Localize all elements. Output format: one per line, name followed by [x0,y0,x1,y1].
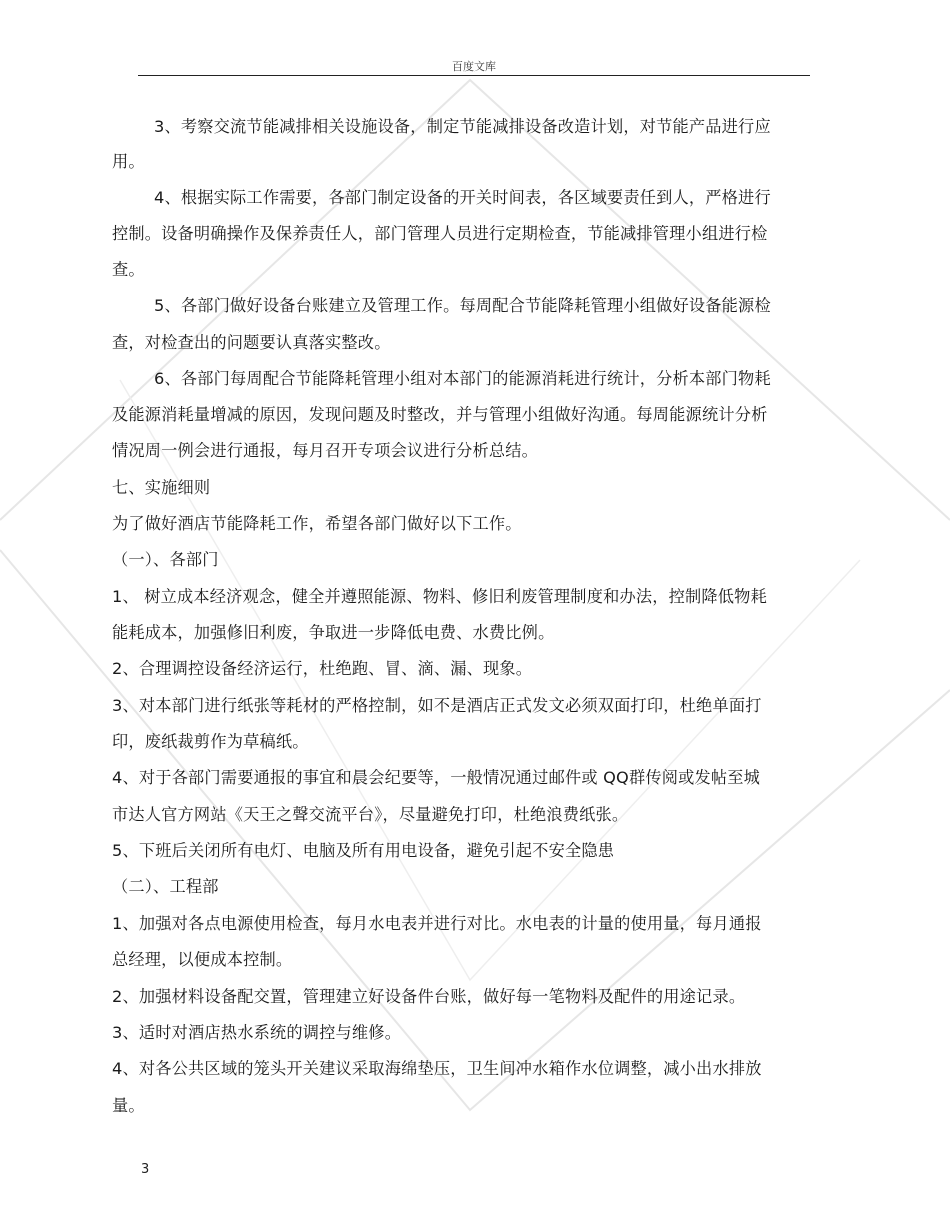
text-line: 用。 [112,152,145,171]
text-line: 4、根据实际工作需要，各部门制定设备的开关时间表，各区域要责任到人，严格进行 [154,188,771,207]
text-line: 及能源消耗量增减的原因，发现问题及时整改，并与管理小组做好沟通。每周能源统计分析 [112,405,768,424]
text-line: 为了做好酒店节能降耗工作，希望各部门做好以下工作。 [112,514,522,533]
text-line: 4、对于各部门需要通报的事宜和晨会纪要等，一般情况通过邮件或 QQ群传阅或发帖至城 [112,768,761,787]
text-line: 市达人官方网站《天王之聲交流平台》，尽量避免打印，杜绝浪费纸张。 [112,805,629,824]
text-line: 查，对检查出的问题要认真落实整改。 [112,333,391,352]
subsection-heading: （一）、各部门 [112,550,219,569]
page-number: 3 [141,1162,150,1177]
text-line: 3、考察交流节能减排相关设施设备，制定节能减排设备改造计划，对节能产品进行应 [154,117,771,136]
text-line: 1、加强对各点电源使用检查，每月水电表并进行对比。水电表的计量的使用量，每月通报 [112,914,762,933]
text-line: 总经理，以便成本控制。 [112,950,293,969]
text-line: 1、 树立成本经济观念，健全并遵照能源、物料、修旧利废管理制度和办法，控制降低物耗 [112,587,767,606]
text-line: 3、对本部门进行纸张等耗材的严格控制，如不是酒店正式发文必须双面打印，杜绝单面打 [112,696,762,715]
page-header: 百度文库 [452,60,496,73]
text-line: 能耗成本，加强修旧利废，争取进一步降低电费、水费比例。 [112,623,555,642]
text-line: 2、合理调控设备经济运行，杜绝跑、冒、滴、漏、现象。 [112,659,533,678]
text-line: 查。 [112,260,145,279]
text-line: 量。 [112,1096,145,1115]
header-divider [138,75,810,76]
text-line: 4、对各公共区域的笼头开关建议采取海绵垫压，卫生间冲水箱作水位调整，减小出水排放 [112,1059,762,1078]
text-line: 3、适时对酒店热水系统的调控与维修。 [112,1023,402,1042]
section-heading: 七、实施细则 [112,478,211,497]
subsection-heading: （二）、工程部 [112,877,219,896]
text-line: 6、各部门每周配合节能降耗管理小组对本部门的能源消耗进行统计，分析本部门物耗 [154,369,771,388]
text-line: 5、下班后关闭所有电灯、电脑及所有用电设备，避免引起不安全隐患 [112,841,615,860]
text-line: 印，废纸裁剪作为草稿纸。 [112,732,309,751]
text-line: 控制。设备明确操作及保养责任人，部门管理人员进行定期检查，节能减排管理小组进行检 [112,224,768,243]
text-line: 2、加强材料设备配交置，管理建立好设备件台账，做好每一笔物料及配件的用途记录。 [112,987,746,1006]
text-line: 情况周一例会进行通报，每月召开专项会议进行分析总结。 [112,441,539,460]
text-line: 5、各部门做好设备台账建立及管理工作。每周配合节能降耗管理小组做好设备能源检 [154,296,771,315]
